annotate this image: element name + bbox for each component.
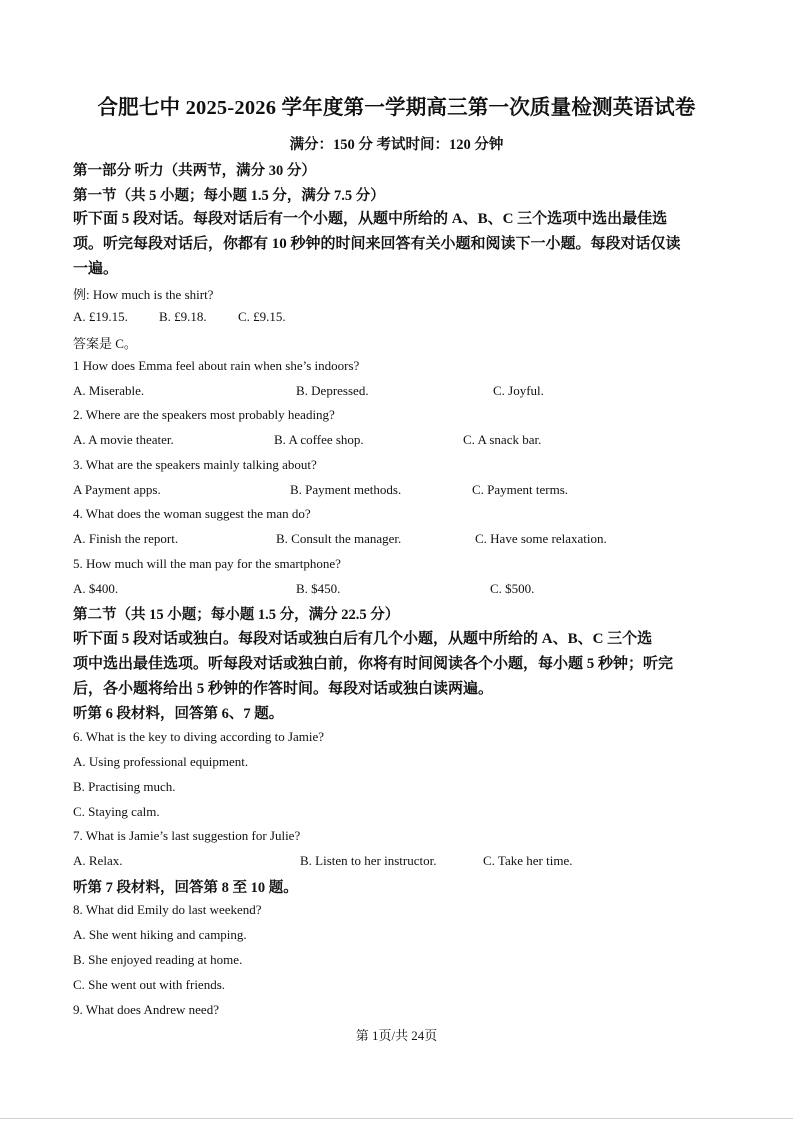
question-1-option-a: A. Miserable. (73, 383, 145, 398)
question-7-option-b: B. Listen to her instructor. (300, 853, 437, 868)
exam-subtitle: 满分：150 分 考试时间：120 分钟 (289, 137, 504, 153)
material-6-heading: 听第 6 段材料，回答第 6、7 题。 (73, 706, 284, 722)
question-5-option-b: B. $450. (296, 581, 341, 596)
section1-instruction-line2: 项。听完每段对话后，你都有 10 秒钟的时间来回答有关小题和阅读下一小题。每段对话仅读 (73, 236, 681, 252)
question-8: 8. What did Emily do last weekend? (73, 902, 262, 917)
exam-title: 合肥七中 2025-2026 学年度第一学期高三第一次质量检测英语试卷 (97, 97, 696, 119)
section2-instruction-line2: 项中选出最佳选项。听每段对话或独白前，你将有时间阅读各个小题，每小题 5 秒钟；听完 (73, 656, 674, 672)
section1-instruction-line1: 听下面 5 段对话。每段对话后有一个小题，从题中所给的 A、B、C 三个选项中选出最佳选 (73, 211, 668, 227)
question-3-option-c: C. Payment terms. (472, 482, 569, 497)
question-5-option-a: A. $400. (73, 581, 119, 596)
page-footer: 第 1页/共 24页 (355, 1028, 438, 1043)
question-3: 3. What are the speakers mainly talking about? (73, 457, 317, 472)
question-8-option-a: A. She went hiking and camping. (73, 927, 247, 942)
example-question: 例: How much is the shirt? (73, 287, 214, 302)
question-3-option-b: B. Payment methods. (290, 482, 402, 497)
question-7-option-a: A. Relax. (73, 853, 123, 868)
material-7-heading: 听第 7 段材料，回答第 8 至 10 题。 (73, 880, 298, 896)
question-8-option-c: C. She went out with friends. (73, 977, 226, 992)
section2-heading: 第二节（共 15 小题；每小题 1.5 分，满分 22.5 分） (73, 607, 400, 623)
section1-heading: 第一节（共 5 小题；每小题 1.5 分，满分 7.5 分） (73, 188, 385, 204)
question-4-option-c: C. Have some relaxation. (475, 531, 607, 546)
question-6-option-a: A. Using professional equipment. (73, 754, 249, 769)
section2-instruction-line1: 听下面 5 段对话或独白。每段对话或独白后有几个小题，从题中所给的 A、B、C 三个选 (73, 631, 653, 647)
example-answer: 答案是 C。 (73, 336, 137, 351)
question-7-option-c: C. Take her time. (483, 853, 573, 868)
question-1-option-b: B. Depressed. (296, 383, 369, 398)
question-4-option-b: B. Consult the manager. (276, 531, 402, 546)
question-5: 5. How much will the man pay for the smartphone? (73, 556, 341, 571)
question-2-option-b: B. A coffee shop. (274, 432, 364, 447)
example-option-c: C. £9.15. (238, 309, 286, 324)
question-7: 7. What is Jamie’s last suggestion for Julie? (73, 828, 301, 843)
page-bottom-divider (0, 1118, 793, 1119)
question-8-option-b: B. She enjoyed reading at home. (73, 952, 243, 967)
part1-heading: 第一部分 听力（共两节，满分 30 分） (73, 163, 316, 179)
question-2-option-c: C. A snack bar. (463, 432, 542, 447)
question-5-option-c: C. $500. (490, 581, 535, 596)
question-6-option-b: B. Practising much. (73, 779, 176, 794)
example-option-a: A. £19.15. (73, 309, 128, 324)
section2-instruction-line3: 后，各小题将给出 5 秒钟的作答时间。每段对话或独白读两遍。 (73, 681, 494, 697)
question-6: 6. What is the key to diving according to Jamie? (73, 729, 325, 744)
question-4: 4. What does the woman suggest the man do? (73, 506, 311, 521)
question-1-option-c: C. Joyful. (493, 383, 544, 398)
example-option-b: B. £9.18. (159, 309, 207, 324)
question-3-option-a: A Payment apps. (73, 482, 161, 497)
question-9: 9. What does Andrew need? (73, 1002, 219, 1017)
question-2-option-a: A. A movie theater. (73, 432, 174, 447)
section1-instruction-line3: 一遍。 (73, 261, 119, 277)
question-4-option-a: A. Finish the report. (73, 531, 179, 546)
question-2: 2. Where are the speakers most probably heading? (73, 407, 335, 422)
question-1: 1 How does Emma feel about rain when she’s indoors? (73, 358, 360, 373)
question-6-option-c: C. Staying calm. (73, 804, 160, 819)
